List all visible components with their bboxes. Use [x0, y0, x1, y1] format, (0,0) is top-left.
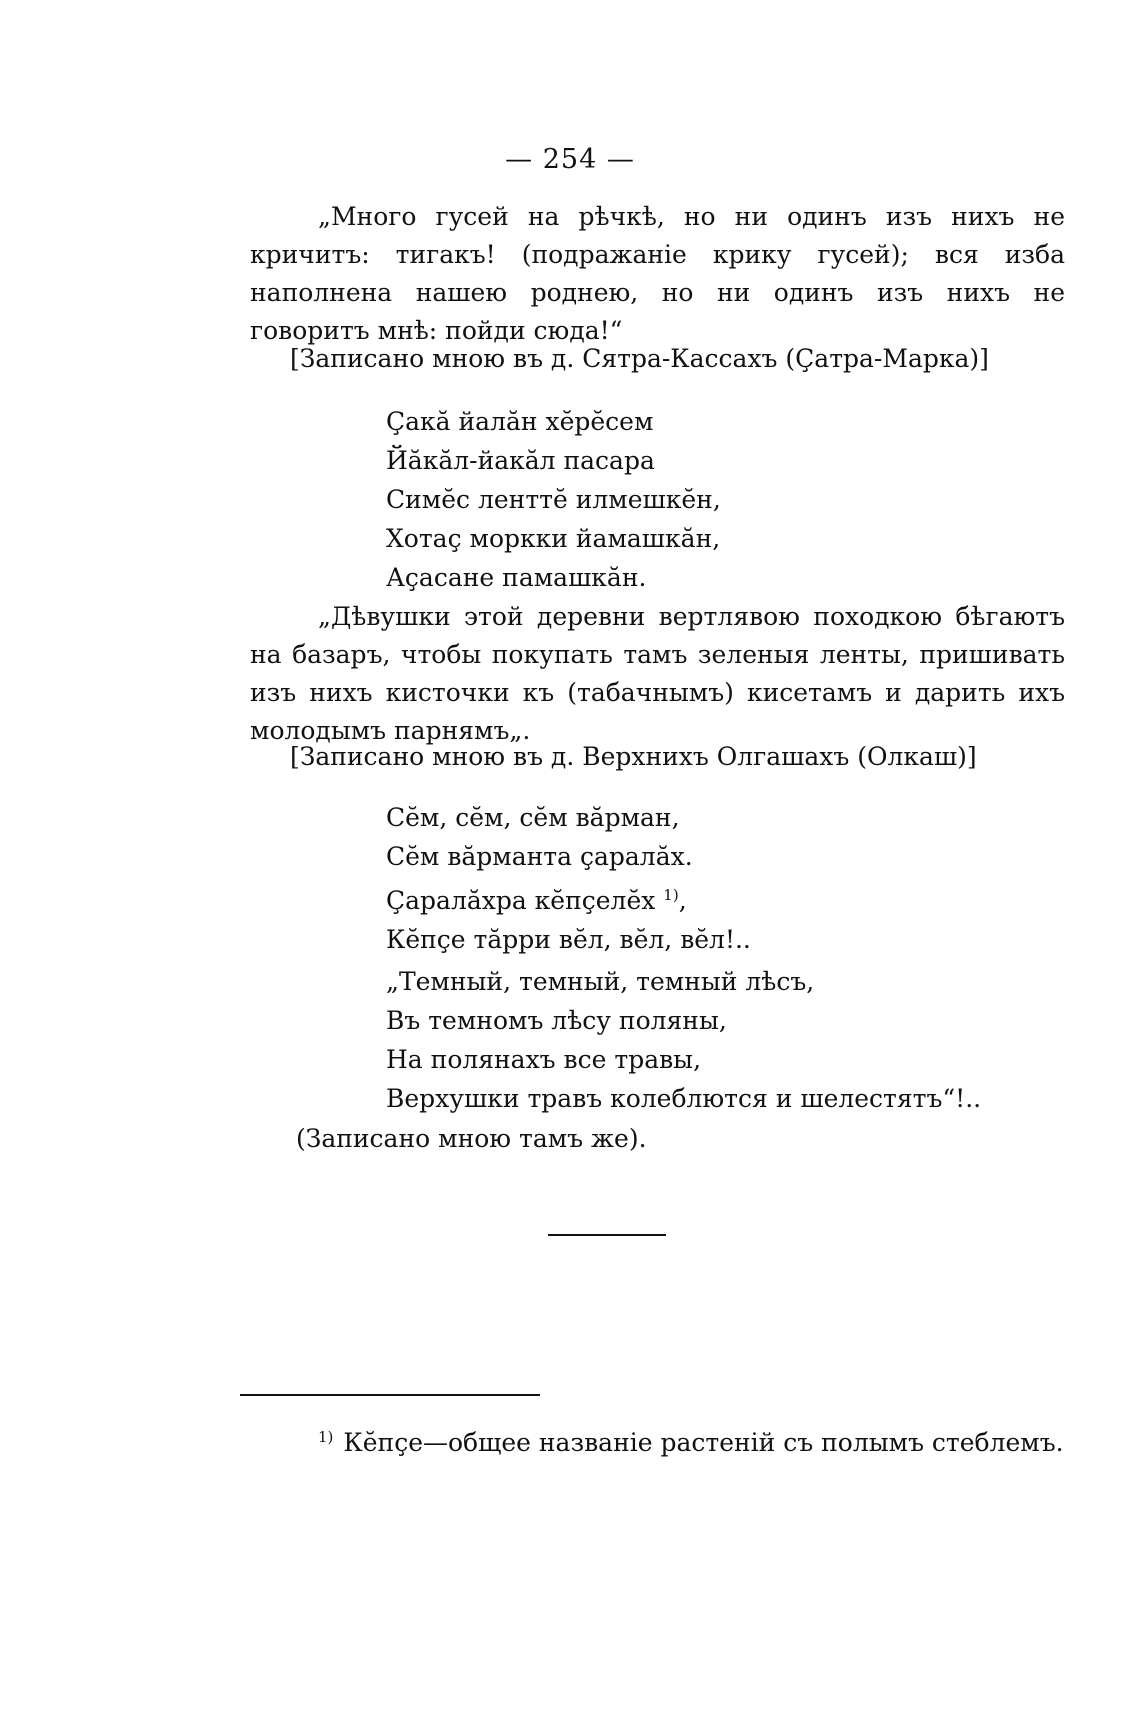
verse-line-with-footnote — [386, 876, 751, 920]
verse-line-punct: , — [678, 886, 687, 915]
footnote-marker: 1) — [318, 1428, 334, 1446]
source-note-syatra-kassy: [Записано мною въ д. Сятра-Кассахъ (Ҫатра-Марка)] — [290, 344, 989, 373]
section-divider — [548, 1234, 666, 1236]
footnote-reference: 1) — [663, 886, 679, 904]
verse-block-2 — [386, 798, 751, 959]
verse-line: Симĕс ленттĕ илмешкĕн, — [386, 485, 721, 514]
footnote — [318, 1418, 1064, 1462]
verse-line: Аҫасане памашкăн. — [386, 563, 647, 592]
paragraph-girls-translation: „Дѣвушки этой деревни вертлявою походкою бѣгаютъ на базаръ, чтобы покупать тамъ зеленыя ленты, пришивать изъ нихъ кисточки къ (табачнымъ) кисетамъ и дарить ихъ молодымъ парнямъ„. — [250, 602, 1065, 745]
verse-line-text: Ҫаралăхра кĕпҫелĕх — [386, 886, 656, 915]
source-note-verkhnie-olgashi: [Записано мною въ д. Верхнихъ Олгашахъ (Олкаш)] — [290, 742, 977, 771]
verse-line: Сĕм вăрманта ҫаралăх. — [386, 842, 693, 871]
verse-line: Верхушки травъ колеблются и шелестятъ“!.. — [386, 1084, 982, 1113]
page-number: — 254 — — [505, 144, 635, 175]
footnote-text: Кĕпҫе—общее названіе растеній съ полымъ стеблемъ. — [343, 1428, 1064, 1457]
source-note-same-place: (Записано мною тамъ же). — [296, 1124, 647, 1153]
verse-line: Сĕм, сĕм, сĕм вăрман, — [386, 803, 680, 832]
verse-block-3 — [386, 962, 981, 1118]
verse-line: На полянахъ все травы, — [386, 1045, 702, 1074]
verse-line: Ҫакă йалăн хĕрĕсем — [386, 407, 654, 436]
footnote-divider — [240, 1394, 540, 1396]
verse-line: Хотаҫ моркки йамашкăн, — [386, 524, 721, 553]
verse-line: „Темный, темный, темный лѣсъ, — [386, 967, 815, 996]
verse-line: Йăкăл-йакăл пасара — [386, 446, 655, 475]
verse-line: Въ темномъ лѣсу поляны, — [386, 1006, 727, 1035]
paragraph-geese-translation: „Много гусей на рѣчкѣ, но ни одинъ изъ нихъ не кричитъ: тигакъ! (подражаніе крику гусей); вся изба наполнена нашею роднею, но ни одинъ изъ нихъ не говоритъ мнѣ: пойди сюда!“ — [250, 202, 1065, 345]
verse-block-1 — [386, 402, 721, 597]
verse-line: Кĕпҫе тăрри вĕл, вĕл, вĕл!.. — [386, 925, 751, 954]
